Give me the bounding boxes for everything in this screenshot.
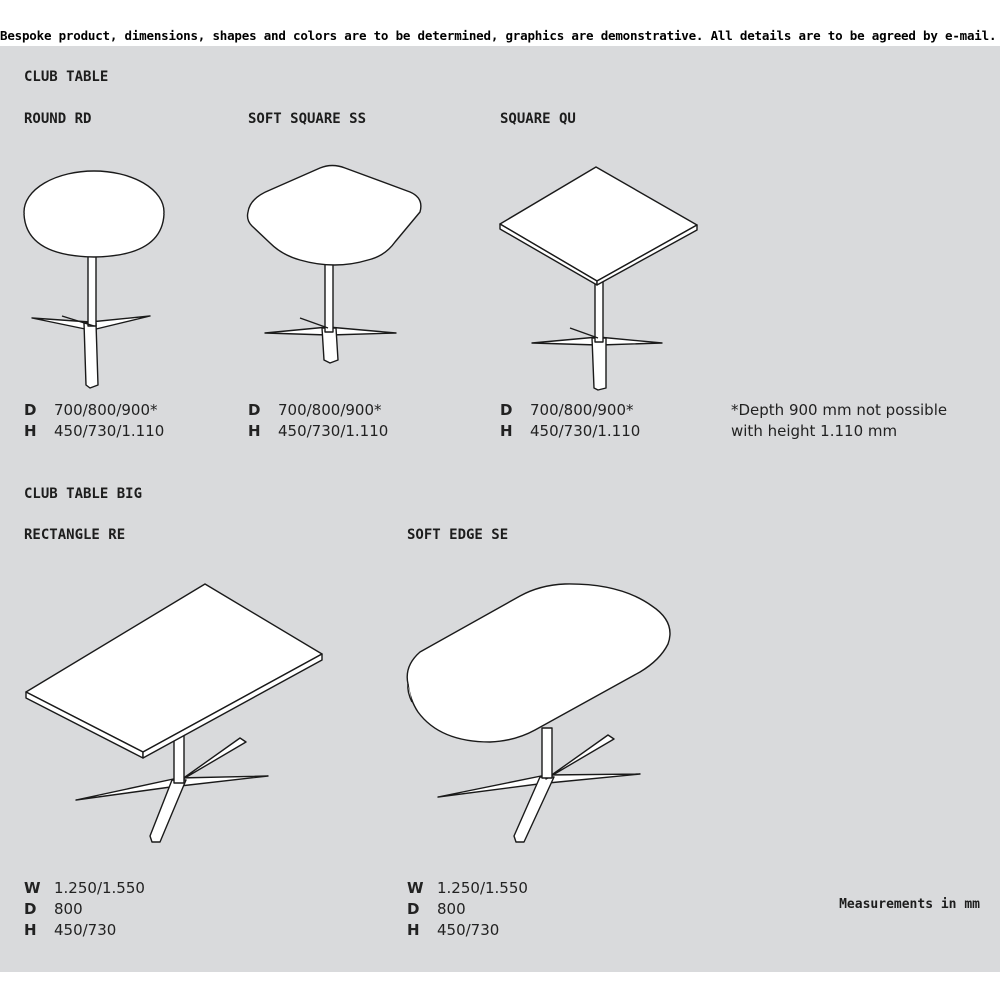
model-name-rectangle: RECTANGLE RE bbox=[24, 527, 126, 543]
spec-label: H bbox=[248, 422, 261, 440]
spec-label: D bbox=[407, 900, 420, 918]
soft-edge-table-illustration bbox=[407, 584, 670, 842]
measurements-unit-note: Measurements in mm bbox=[839, 897, 980, 912]
spec-label: H bbox=[24, 422, 37, 440]
section-heading-club-table: CLUB TABLE bbox=[24, 69, 109, 85]
model-name-soft-square: SOFT SQUARE SS bbox=[248, 111, 367, 127]
square-table-illustration bbox=[500, 167, 697, 390]
spec-value-depth: 800 bbox=[437, 900, 466, 918]
spec-square bbox=[500, 400, 640, 442]
spec-value-depth: 700/800/900* bbox=[278, 401, 382, 419]
spec-rectangle bbox=[24, 878, 145, 941]
footnote-line: *Depth 900 mm not possible bbox=[731, 401, 948, 419]
model-name-square: SQUARE QU bbox=[500, 111, 576, 127]
footnote-line: with height 1.110 mm bbox=[731, 422, 898, 440]
disclaimer-banner: Bespoke product, dimensions, shapes and colors are to be determined, graphics are demonstrative. All details are to be agreed by e-mail. bbox=[0, 28, 997, 43]
spec-value-depth: 700/800/900* bbox=[54, 401, 158, 419]
rectangle-table-illustration bbox=[26, 584, 322, 842]
spec-value-height: 450/730/1.110 bbox=[278, 422, 389, 440]
section-heading-club-table-big: CLUB TABLE BIG bbox=[24, 486, 143, 502]
spec-label: H bbox=[24, 921, 37, 939]
spec-soft-edge bbox=[407, 878, 528, 941]
spec-value-height: 450/730/1.110 bbox=[54, 422, 165, 440]
spec-value-height: 450/730/1.110 bbox=[530, 422, 641, 440]
spec-value-width: 1.250/1.550 bbox=[54, 879, 145, 897]
model-name-round: ROUND RD bbox=[24, 111, 92, 127]
spec-label: H bbox=[500, 422, 513, 440]
spec-label: D bbox=[500, 401, 513, 419]
spec-label: D bbox=[248, 401, 261, 419]
spec-value-height: 450/730 bbox=[437, 921, 500, 939]
spec-value-depth: 800 bbox=[54, 900, 83, 918]
spec-label: H bbox=[407, 921, 420, 939]
spec-label: D bbox=[24, 401, 37, 419]
spec-label: D bbox=[24, 900, 37, 918]
depth-footnote bbox=[731, 400, 947, 442]
spec-soft-square bbox=[248, 400, 388, 442]
soft-square-table-illustration bbox=[248, 166, 421, 364]
spec-value-depth: 700/800/900* bbox=[530, 401, 634, 419]
model-name-soft-edge: SOFT EDGE SE bbox=[407, 527, 509, 543]
spec-label: W bbox=[24, 879, 41, 897]
spec-label: W bbox=[407, 879, 424, 897]
spec-value-width: 1.250/1.550 bbox=[437, 879, 528, 897]
round-table-illustration bbox=[24, 171, 164, 388]
spec-value-height: 450/730 bbox=[54, 921, 117, 939]
spec-round bbox=[24, 400, 164, 442]
